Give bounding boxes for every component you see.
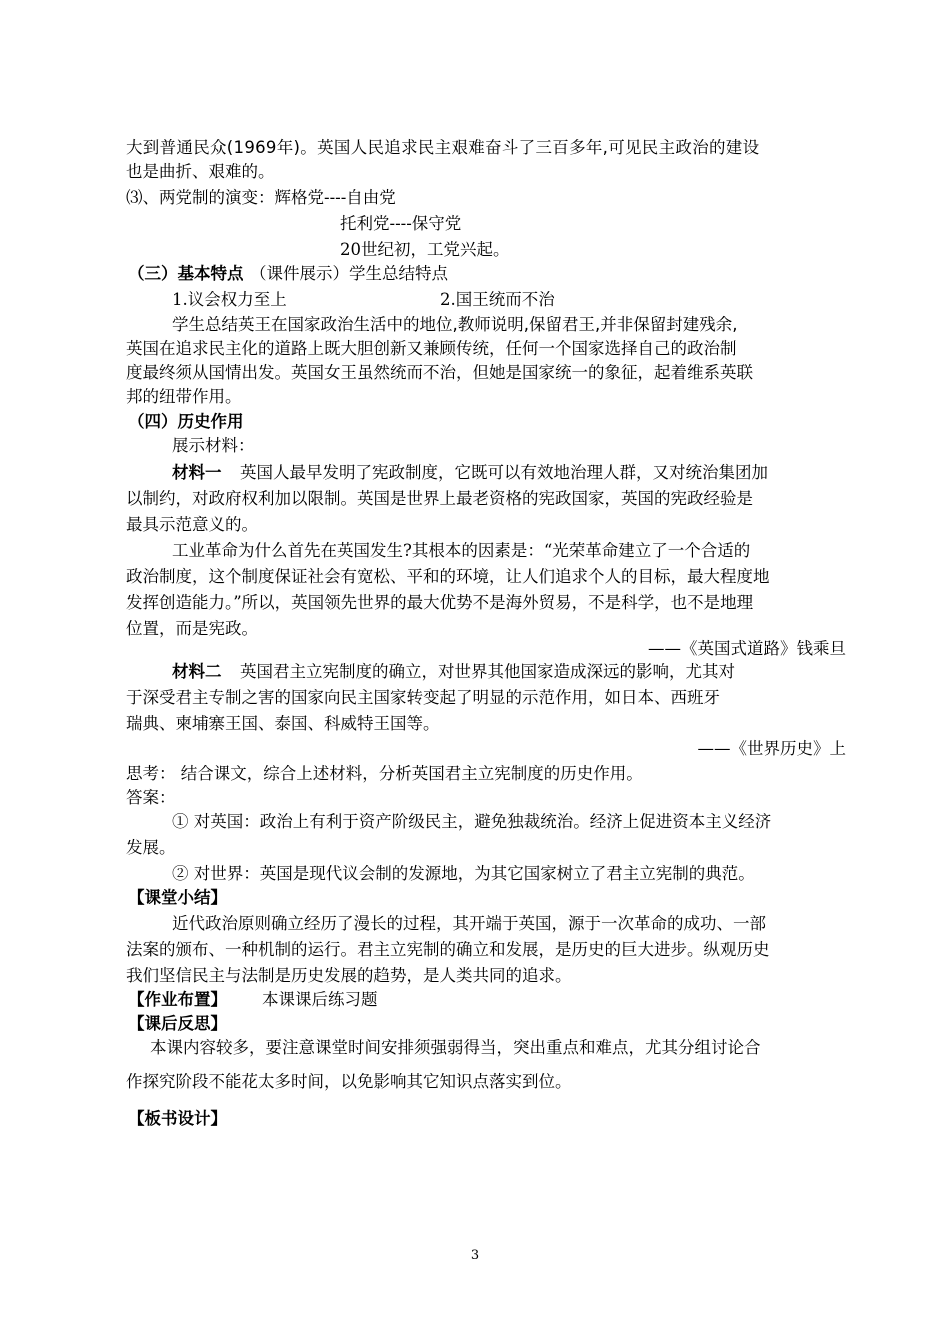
- feature-item-2: 2.国王统而不治: [440, 290, 555, 309]
- feature-item-1: 1.议会权力至上: [172, 290, 287, 309]
- section-heading-summary: 【课堂小结】: [128, 888, 227, 907]
- answer-item: ① 对英国：政治上有利于资产阶级民主，避免独裁统治。经济上促进资本主义经济: [172, 812, 772, 831]
- paragraph-line: 本课课后练习题: [262, 990, 378, 1009]
- question: 思考： 结合课文，综合上述材料，分析英国君主立宪制度的历史作用。: [126, 764, 643, 783]
- paragraph-line: 度最终须从国情出发。英国女王虽然统而不治，但她是国家统一的象征，起着维系英联: [126, 363, 753, 382]
- paragraph-line: 于深受君主专制之害的国家向民主国家转变起了明显的示范作用，如日本、西班牙: [126, 688, 720, 707]
- section-heading-homework: 【作业布置】: [128, 990, 227, 1009]
- paragraph-line: 法案的颁布、一种机制的运行。君主立宪制的确立和发展，是历史的巨大进步。纵观历史: [126, 940, 770, 959]
- paragraph-line: 我们坚信民主与法制是历史发展的趋势，是人类共同的追求。: [126, 966, 572, 985]
- section-heading-reflection: 【课后反思】: [128, 1014, 227, 1033]
- section-heading-features: （三）基本特点: [128, 264, 244, 283]
- paragraph-line: 英国君主立宪制度的确立，对世界其他国家造成深远的影响，尤其对: [240, 662, 735, 681]
- paragraph-line: 位置，而是宪政。: [126, 619, 258, 638]
- paragraph-line: 最具示范意义的。: [126, 515, 258, 534]
- paragraph-line: 英国人最早发明了宪政制度，它既可以有效地治理人群，又对统治集团加: [240, 463, 768, 482]
- answer-item: ② 对世界：英国是现代议会制的发源地，为其它国家树立了君主立宪制的典范。: [172, 864, 755, 883]
- paragraph-line: 政治制度，这个制度保证社会有宽松、平和的环境，让人们追求个人的目标，最大程度地: [126, 567, 770, 586]
- paragraph-line: 大到普通民众(1969年)。英国人民追求民主艰难奋斗了三百多年,可见民主政治的建设: [126, 138, 760, 157]
- answer-item: 发展。: [126, 838, 176, 857]
- answer-label: 答案：: [126, 788, 176, 807]
- paragraph-line: 以制约，对政府权利加以限制。英国是世界上最老资格的宪政国家，英国的宪政经验是: [126, 489, 753, 508]
- paragraph-line: 工业革命为什么首先在英国发生?其根本的因素是：“光荣革命建立了一个合适的: [172, 541, 751, 560]
- paragraph-line: 托利党----保守党: [340, 214, 462, 233]
- paragraph-line: ⑶、两党制的演变：辉格党----自由党: [126, 188, 396, 207]
- paragraph-line: 也是曲折、艰难的。: [126, 162, 275, 181]
- paragraph-line: 展示材料：: [172, 436, 255, 455]
- material-two-label: 材料二: [172, 662, 222, 681]
- paragraph-line: 发挥创造能力。”所以，英国领先世界的最大优势不是海外贸易，不是科学，也不是地理: [126, 593, 754, 612]
- paragraph-line: 作探究阶段不能花太多时间，以免影响其它知识点落实到位。: [126, 1072, 572, 1091]
- paragraph-line: 邦的纽带作用。: [126, 387, 242, 406]
- citation: ——《英国式道路》钱乘旦: [648, 639, 846, 658]
- paragraph-line: 近代政治原则确立经历了漫长的过程，其开端于英国，源于一次革命的成功、一部: [172, 914, 766, 933]
- paragraph-line: 英国在追求民主化的道路上既大胆创新又兼顾传统，任何一个国家选择自己的政治制: [126, 339, 737, 358]
- paragraph-line: 学生总结英王在国家政治生活中的地位,教师说明,保留君王,并非保留封建残余,: [172, 315, 738, 334]
- citation: ——《世界历史》上: [697, 739, 846, 758]
- paragraph-line: 20世纪初，工党兴起。: [340, 240, 510, 259]
- material-one-label: 材料一: [172, 463, 222, 482]
- section-heading-board: 【板书设计】: [128, 1109, 227, 1128]
- paragraph-line: 本课内容较多，要注意课堂时间安排须强弱得当，突出重点和难点，尤其分组讨论合: [150, 1038, 761, 1057]
- paragraph-line: 瑞典、柬埔寨王国、泰国、科威特王国等。: [126, 714, 440, 733]
- page-number: 3: [470, 1248, 480, 1263]
- section-heading-role: （四）历史作用: [128, 412, 244, 431]
- paragraph-line: （课件展示）学生总结特点: [250, 264, 448, 283]
